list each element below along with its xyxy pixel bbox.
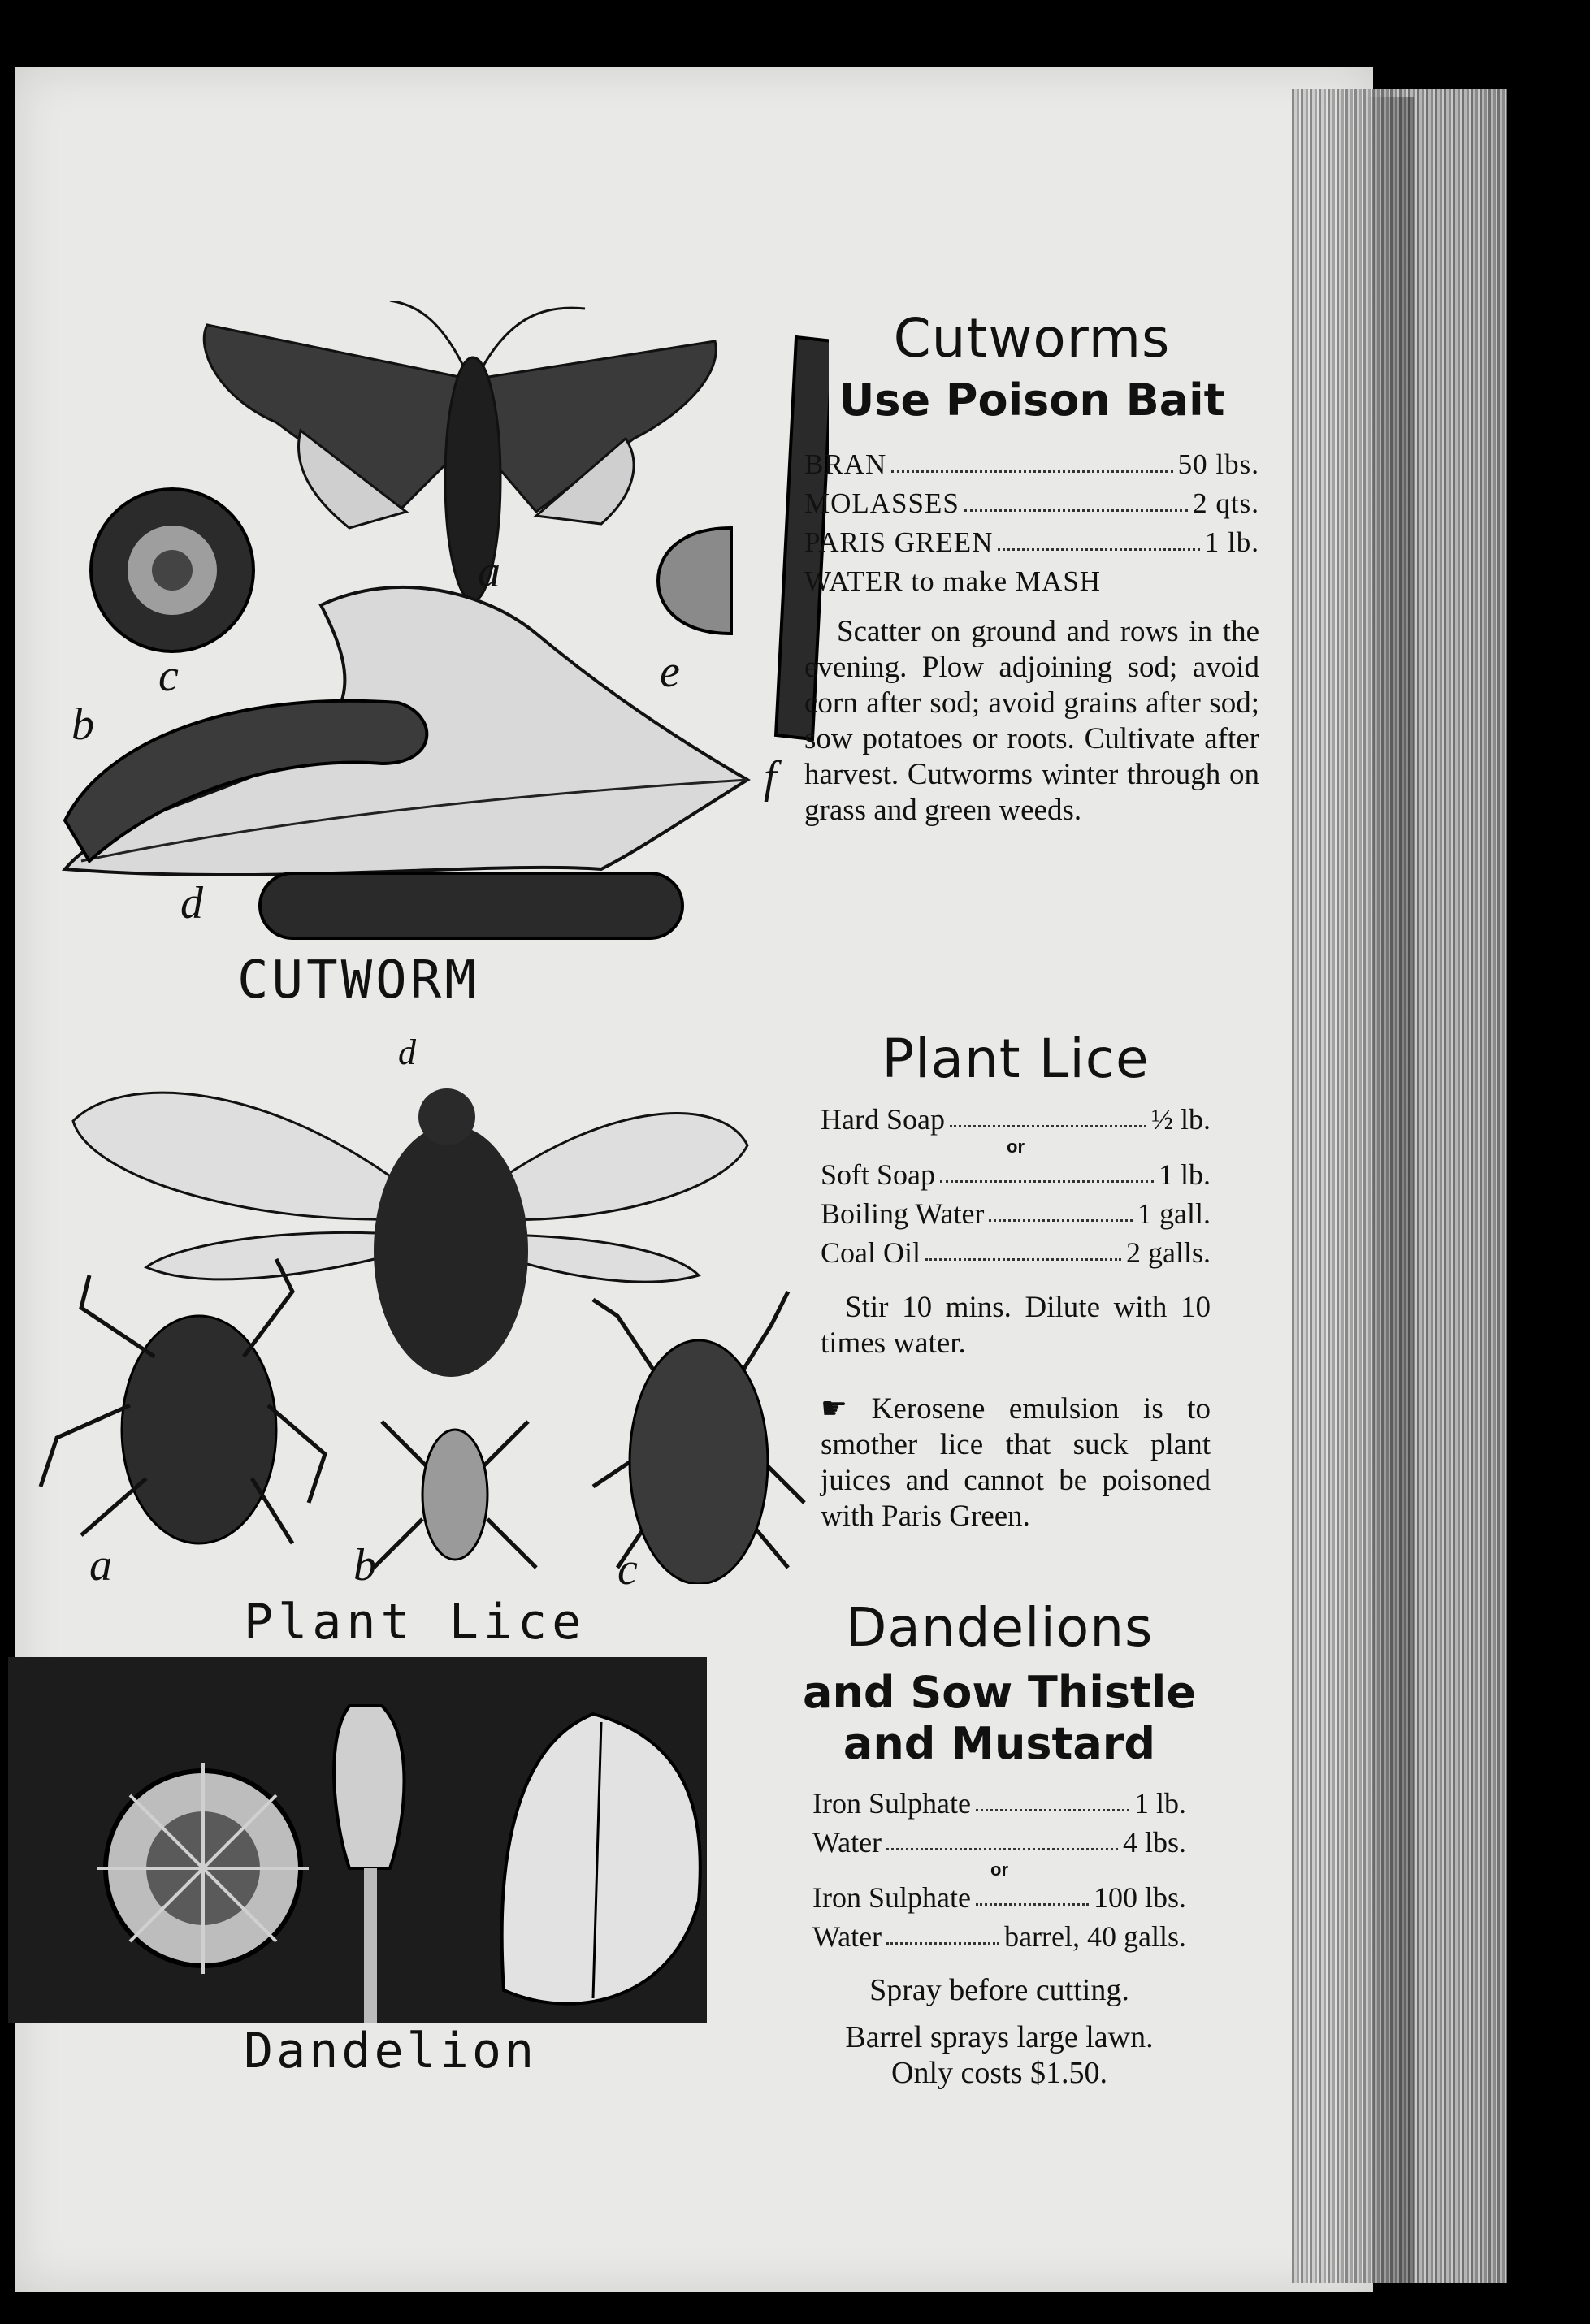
recipe-row (812, 1784, 1186, 1823)
recipe-row (812, 1878, 1186, 1917)
recipe-amount: 1 lb. (1133, 1787, 1186, 1820)
cutworms-title: Cutworms (893, 307, 1171, 370)
recipe-amount: ½ lb. (1150, 1103, 1211, 1136)
plant-lice-recipe (821, 1100, 1211, 1272)
cutworms-recipe (804, 445, 1259, 601)
page-edge-shadow (1365, 97, 1414, 2283)
recipe-amount: 50 lbs. (1177, 448, 1259, 480)
cutworm-label-f: f (764, 752, 777, 803)
recipe-item: Hard Soap (821, 1103, 945, 1136)
recipe-row (821, 1155, 1211, 1194)
plant-lice-label-c: c (617, 1544, 638, 1595)
recipe-amount: barrel, 40 galls. (1004, 1920, 1186, 1953)
recipe-item: Water (812, 1920, 882, 1953)
cutworms-subtitle: Use Poison Bait (838, 374, 1225, 426)
recipe-amount: 4 lbs. (1122, 1826, 1186, 1859)
hand-pointer-icon: ☛ (821, 1392, 872, 1426)
winged-aphid-body (374, 1125, 528, 1377)
dandelions-subtitle-1: and Sow Thistle (803, 1667, 1196, 1718)
recipe-item: BRAN (804, 448, 887, 480)
dandelion-bud (334, 1706, 404, 1868)
recipe-row (812, 1917, 1186, 1956)
plant-lice-note-text: Kerosene emulsion is to smother lice that suck plant juices and cannot be poisoned with Paris Green. (821, 1392, 1211, 1533)
recipe-amount: 1 gall. (1137, 1197, 1211, 1230)
dandelions-note-2: Only costs $1.50. (891, 2056, 1107, 2090)
recipe-row (821, 1100, 1211, 1139)
plant-lice-illustration (24, 1048, 829, 1584)
dandelions-subtitle-2: and Mustard (843, 1718, 1156, 1769)
recipe-amount: 1 lb. (1158, 1158, 1211, 1191)
recipe-amount: 100 lbs. (1093, 1881, 1186, 1914)
recipe-item: Coal Oil (821, 1236, 921, 1269)
recipe-amount: 2 galls. (1126, 1236, 1211, 1269)
recipe-item: PARIS GREEN (804, 526, 994, 558)
recipe-row (821, 1233, 1211, 1272)
dandelions-section (796, 1596, 1202, 2091)
dandelion-illustration (8, 1657, 707, 2023)
or-label: or (1007, 1136, 1025, 1157)
recipe-item: Soft Soap (821, 1158, 936, 1191)
dandelion-caption: Dandelion (244, 2023, 538, 2079)
moth-illustration (204, 301, 716, 601)
plant-lice-note (821, 1391, 1211, 1534)
recipe-row (821, 1194, 1211, 1233)
recipe-item: Boiling Water (821, 1197, 985, 1230)
recipe-amount: 1 lb. (1204, 526, 1259, 558)
recipe-item: Water (812, 1826, 882, 1859)
recipe-last: WATER to make MASH (804, 565, 1102, 597)
plant-lice-instructions: Stir 10 mins. Dilute with 10 times water. (821, 1291, 1211, 1360)
cutworm-label-c: c (158, 651, 179, 701)
dandelions-note-1: Barrel sprays large lawn. (845, 2020, 1154, 2054)
dandelions-title: Dandelions (845, 1596, 1154, 1659)
or-label: or (990, 1859, 1008, 1880)
plant-lice-label-b: b (353, 1540, 376, 1590)
plant-lice-caption: Plant Lice (244, 1594, 587, 1651)
plant-lice-section (821, 1028, 1211, 1564)
recipe-row (804, 484, 1259, 523)
cutworm-label-e: e (660, 647, 680, 697)
recipe-row (812, 1823, 1186, 1862)
cutworm-label-a: a (478, 547, 500, 597)
cutworm-label-d: d (180, 878, 203, 928)
cutworms-paragraph: Scatter on ground and rows in the evening. Plow adjoining sod; avoid corn after sod; avoid grains after sod; sow potatoes or roots. Cultivate after harvest. Cutworms winter through on grass and green weeds. (804, 615, 1259, 827)
plant-lice-label-a: a (89, 1540, 112, 1590)
cutworm-caption: CUTWORM (237, 950, 479, 1011)
pupa-illustration (658, 528, 731, 634)
larva-d-illustration (260, 873, 682, 938)
recipe-row (804, 445, 1259, 484)
cutworm-label-b: b (71, 699, 94, 750)
recipe-amount: 2 qts. (1193, 487, 1259, 519)
aphid-b-body (422, 1430, 487, 1560)
cutworms-section (804, 307, 1259, 859)
aphid-c-body (630, 1340, 768, 1584)
cutworm-illustration (32, 301, 829, 1032)
plant-lice-label-d: d (398, 1032, 416, 1072)
dandelions-recipe (796, 1784, 1202, 1956)
recipe-item: Iron Sulphate (812, 1787, 971, 1820)
dandelions-spray: Spray before cutting. (869, 1973, 1129, 2007)
recipe-item: Iron Sulphate (812, 1881, 971, 1914)
recipe-row (804, 523, 1259, 562)
recipe-item: MOLASSES (804, 487, 960, 519)
plant-lice-title: Plant Lice (882, 1028, 1150, 1090)
